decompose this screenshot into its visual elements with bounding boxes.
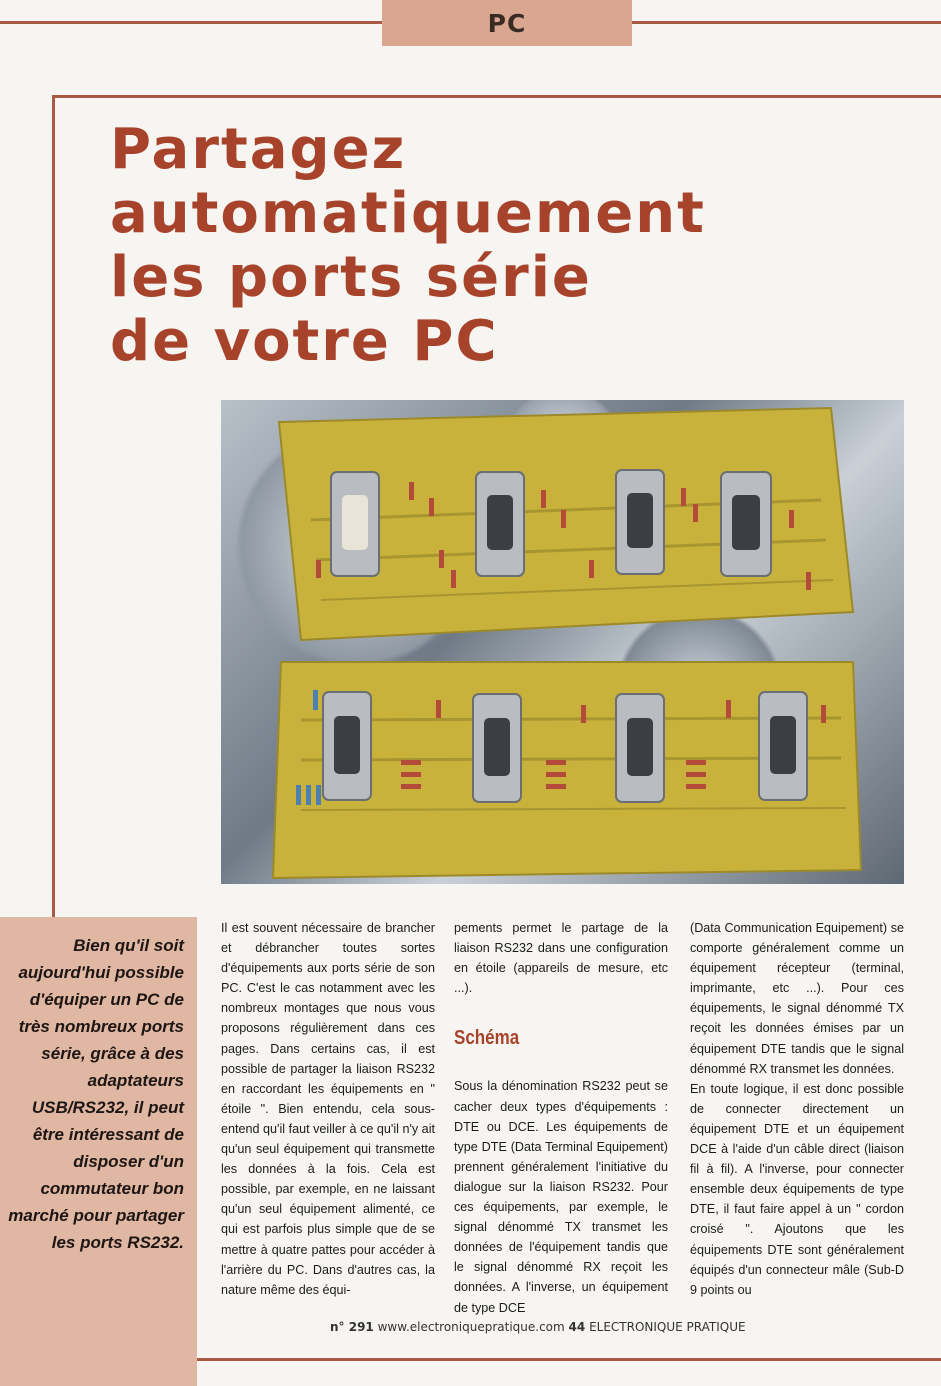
col1-paragraph: Il est souvent nécessaire de brancher et débrancher toutes sortes d'équipements aux ports série de son PC. C'est le cas notamment avec les nombreux montages que nous vous proposons régulièrement dans ces pages. Dans certains cas, il est possible de partager la liaison RS232 en raccordant les équipements en " étoile ". Bien entendu, cela sous-entend qu'il faut veiller à ce qu'il n'y ait qu'un seul équipement qui transmette les données à la fois. Cela est possible, par exemple, en ne laissant qu'un seul équipement alimenté, ce qui est parfois plus simple que de se mettre à quatre pattes pour accéder à l'arrière du PC. Dans d'autres cas, la nature même des équi- — [221, 921, 435, 1297]
column-1 — [221, 918, 435, 1300]
title-line-1: Partagez — [110, 117, 407, 182]
column-3 — [690, 918, 904, 1300]
frame-left-rule — [52, 95, 55, 917]
lower-pcb-board — [273, 662, 861, 878]
footer-magazine: ELECTRONIQUE PRATIQUE — [589, 1320, 746, 1334]
bottom-rule — [197, 1358, 941, 1361]
col2-paragraph-b: Sous la dénomination RS232 peut se cacher deux types d'équipements : DTE ou DCE. Les équipements de type DTE (Data Terminal Equipement) prennent généralement l'initiative du dialogue sur la liaison RS232. Pour ces équipements, par exemple, le signal dénommé TX transmet les données de l'équipement tandis que le signal dénommé RX reçoit les données. A l'inverse, un équipement de type DCE — [454, 1079, 668, 1315]
title-line-4: de votre PC — [110, 309, 499, 374]
title-line-2: automatiquement — [110, 181, 706, 246]
article-title — [110, 118, 930, 374]
intro-text: Bien qu'il soit aujourd'hui possible d'équiper un PC de très nombreux ports série, grâce à des adaptateurs USB/RS232, il peut être intéressant de disposer d'un commutateur bon marché pour partager les ports RS232. — [8, 936, 184, 1252]
upper-pcb-board — [279, 408, 853, 640]
footer-url: www.electroniquepratique.com — [377, 1320, 565, 1334]
section-tab: PC — [382, 0, 632, 46]
frame-top-rule — [52, 95, 941, 98]
col2-paragraph-a: pements permet le partage de la liaison RS232 dans une configuration en étoile (appareils de mesure, etc ...). — [454, 921, 668, 996]
footer-page-number: 44 — [568, 1320, 586, 1334]
column-2 — [454, 918, 668, 1318]
title-line-3: les ports série — [110, 245, 592, 310]
page-footer — [330, 1320, 746, 1334]
pcb-photo — [221, 400, 904, 884]
section-heading: Schéma — [454, 1027, 520, 1050]
col3-paragraph-b: En toute logique, il est donc possible de connecter directement un équipement DTE et un équipement DCE à l'aide d'un câble direct (liaison fil à fil). A l'inverse, pour connecter ensemble deux équipements de type DTE, il faut faire appel à un " cordon croisé ". Ajoutons que les équipements DTE sont généralement équipés d'un connecteur mâle (Sub-D 9 points ou — [690, 1081, 904, 1297]
footer-issue: n° 291 — [330, 1320, 374, 1334]
col3-paragraph-a: (Data Communication Equipement) se comporte généralement comme un équipement récepteur (terminal, imprimante, etc ...). Pour ces équipements, le signal dénommé TX reçoit les données émises par un équipement DTE tandis que le signal dénommé RX transmet les données. — [690, 921, 904, 1076]
